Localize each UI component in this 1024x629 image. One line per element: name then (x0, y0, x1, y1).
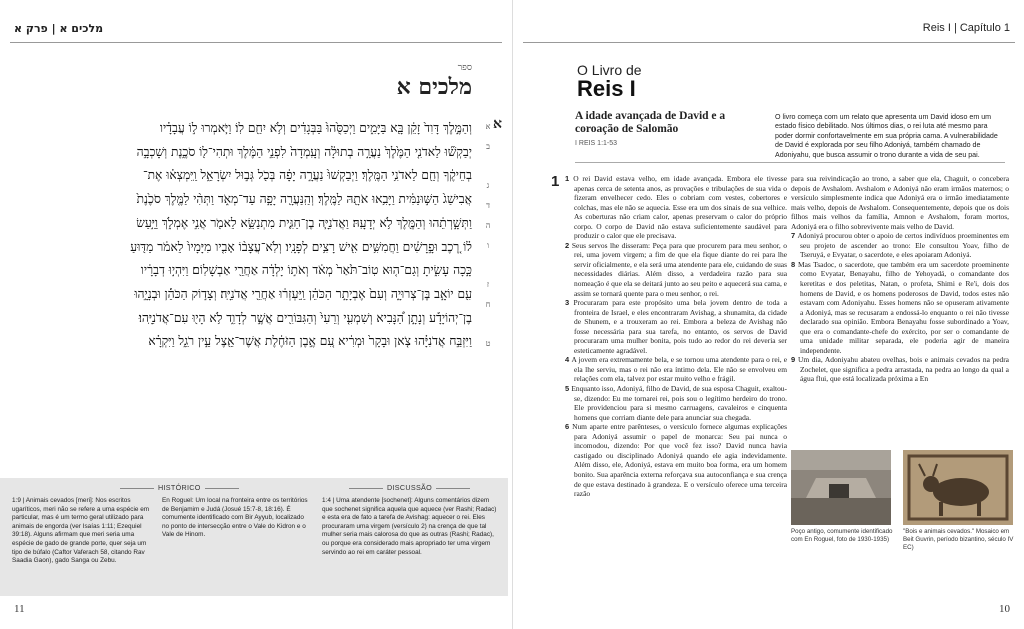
hebrew-line: בֶן־יְהוֹיָדָ֡ע וְנָתָ֣ן הַ֠נָּבִיא וְשִׁמְעִ֤י וְרֵעִי֙ וְהַגִּבּוֹרִ֖ים אֲשֶׁ֣ר לְדָוִ֑ד לֹ֥א הָי֖וּ עִם־אֲדֹנִיָּֽהוּ׃ (138, 310, 472, 325)
verse-marker: ז (486, 280, 490, 289)
section-intro (575, 110, 759, 147)
verse-marker: ב (486, 141, 490, 151)
verse-marker: א (485, 122, 491, 131)
hebrew-line: כָּ֣כָה עָשִׂ֑יתָ וְגַם־ה֤וּא טֽוֹב־תֹּ֙אַר֙ מְאֹ֔ד וְאֹת֣וֹ יָלְדָ֔ה אַחֲרֵ֖י אַבְשָׁלֽוֹם׃ וַיִּהְי֣וּ דְבָרָ֔יו (140, 263, 472, 278)
verse-marker (476, 255, 500, 275)
section-separator (575, 162, 1005, 163)
verse-text: Seus servos lhe disseram: Peça para que procurem para meu senhor, o rei, uma jovem virgem; a fim de que ela fique diante do rei para lhe servir oficialmente, e ela será uma atendente para ele, cuidando de suas necessidades diárias. Além disso, a verdadeira razão para sua nomeação é que ela se deitará junto ao seu peito e aquecerá sua cama, e assim se tornará quente para o meu senhor, o rei. (571, 240, 787, 298)
verse-paragraph (565, 422, 787, 498)
hebrew-line: יְבַקְשׁ֞וּ לַאדֹנִ֤י הַמֶּ֙לֶךְ֙ נַעֲרָ֣ה בְתוּלָ֔ה וְעָֽמְדָה֙ לִפְנֵ֣י הַמֶּ֔לֶךְ וּתְהִי־ל֖וֹ סֹכֶ֑נֶת וְשָׁכְבָ֣ה (136, 144, 472, 159)
verse-paragraph (565, 384, 787, 422)
section-heading: A idade avançada de David e a coroação de Salomão (575, 110, 726, 135)
verse-text: Adoniyá procurou obter o apoio de certos indivíduos proeminentes em seu projeto de ascender ao trono: Ele consultou Yoav, filho de Tseruyá, e Evyatar, o sacerdote, e eles apoiaram Adoniyá. (797, 231, 1009, 260)
note-en-roguel: En Roguel: Um local na fronteira entre os territórios de Benjamim e Judá (Josué 15:7-8, 18:16). É comumente identificado com Bir Ayyub, localizado no ponto de intersecção entre o Vale do Kidron e o Vale de Hinom. (162, 497, 308, 539)
text-column-2 (791, 174, 1009, 442)
running-header-hebrew: מלכים א | פרק א (14, 22, 104, 35)
header-rule (10, 42, 502, 43)
verse-paragraph (791, 355, 1009, 384)
verse-number: 5 (565, 384, 572, 394)
verse-paragraph (791, 260, 1009, 355)
hebrew-line: וַיִּזְבַּ֣ח אֲדֹנִיָּ֗הוּ צֹ֤אן וּבָקָר֙ וּמְרִ֔יא עִ֚ם אֶ֣בֶן הַזֹּחֶ֔לֶת אֲשֶׁר־אֵ֖צֶל עֵ֣ין רֹגֵ֑ל וַיִּקְרָ֗א (148, 334, 472, 349)
verse-text: Mas Tsadoc, o sacerdote, que também era um sacerdote proeminente como Evyatar, Benayahu, filho de Yehoyadá, o comandante dos keretitas e dos peletitas, Natan, o profeta, Shimi e Re'i, dois dos homens de David, e os homens poderosos de David, todos estes não estavam com Adoniyahu. Esses homens não se opuseram ativamente a Adoniyá, mas se recusaram a endossá-lo enquanto o rei não tivesse declarado sua opinião. Embora Benayahu fosse subordinado a Yoav, que era o comandante-chefe do exército, por ser o comandante de uma unidade militar separada, ele poderia agir de maneira independente. (798, 259, 1009, 355)
verse-paragraph (791, 231, 1009, 260)
notes-box (0, 478, 508, 596)
mosaic-caption: "Bois e animais cevados." Mosaico em Beit Guvrin, período bizantino, século IV EC) (903, 528, 1014, 551)
verse-marker: ט (485, 339, 491, 349)
verse-number: 6 (565, 422, 573, 432)
verse-paragraph (565, 174, 787, 241)
hebrew-line: עִ֖ם יוֹאָ֣ב בֶּן־צְרוּיָ֑ה וְעִם֙ אֶבְיָתָ֣ר הַכֹּהֵ֔ן וַֽיַּעְזְר֔וּ אַחֲרֵ֖י אֲדֹנִיָּֽה׃ וְצָד֣וֹק הַכֹּהֵ֡ן וּבְנָיָ֣הוּ (134, 286, 472, 301)
hebrew-line: בְחֵיקֶ֔ךָ וְחַ֖ם לַאדֹנִ֥י הַמֶּֽלֶךְ׃ וַיְבַקְשׁוּ֙ נַעֲרָ֣ה יָפָ֔ה בְּכֹ֖ל גְּב֣וּל יִשְׂרָאֵ֑ל וַֽיִּמְצְא֗וּ אֶת־ (142, 168, 472, 183)
hebrew-book-title: מלכים א (396, 74, 472, 100)
verse-paragraph (791, 174, 1009, 231)
section-ref: I REIS 1:1-53 (575, 140, 618, 147)
chapter-letter: א (493, 116, 502, 132)
verse-markers (476, 117, 500, 354)
verse-text: A jovem era extremamente bela, e se tornou uma atendente para o rei, e ela lhe serviu, mas o rei não era íntimo dela. Ele não se envolveu em relações com ela, talvez por estar muito velho e frágil. (571, 355, 787, 384)
hebrew-text (52, 117, 472, 354)
hebrew-line: ל֗וֹ רֶ֚כֶב וּפָ֣רָשִׁ֔ים וַחֲמִשִּׁ֥ים אִ֖ישׁ רָצִ֥ים לְפָנָֽיו׃ וְלֹֽא־עֲצָב֨וֹ אָבִ֤יו מִיָּמָיו֙ לֵאמֹ֔ר מַדּ֖וּעַ (130, 239, 472, 254)
hebrew-line: וְהַמֶּ֣לֶךְ דָּוִד֙ זָקֵ֔ן בָּ֖א בַּיָּמִ֑ים וַיְכַסֻּ֙הוּ֙ בַּבְּגָדִ֔ים וְלֹ֥א יִחַ֖ם לֽוֹ׃ וַיֹּ֧אמְרוּ ל֣וֹ עֲבָדָ֗יו (159, 121, 472, 135)
verse-marker: ה (485, 220, 491, 230)
hebrew-line: וַתְּשָׁ֣רְתֵ֔הוּ וְהַמֶּ֖לֶךְ לֹ֥א יְדָעָֽהּ׃ וַאֲדֹנִיָּ֧ה בֶן־חַגִּ֛ית מִתְנַשֵּׂ֥א לֵאמֹ֖ר אֲנִ֣י אֶמְלֹ֑ךְ וַיַּ֣עַשׂ (136, 215, 472, 230)
verse-text: Um dia, Adoniyahu abateu ovelhas, bois e animais cevados na pedra Zochelet, que significa a pedra arrastada, na pedra ao longo da qual a água flui, que está localizada próxima a En (798, 355, 1009, 384)
verse-text: Num aparte entre parênteses, o versículo fornece algumas explicações para Adoniyá assumir o papel de monarca: Seu pai nunca o incomodou, dizendo: Por que você fez isso? David nunca havia castigado ou disciplinado Adoniyá quando ele agia indevidamente. Além disso, ele, Adoniyá, estava em muito boa forma, era um homem bonito. Sua aparência externa reforçava sua autoconfiança e sua crença de que estava destinado à grandeza. E o versículo oferece uma terceira razão (572, 422, 787, 499)
discussao-title: DISCUSSÃO (345, 484, 474, 493)
verse-marker (476, 315, 500, 335)
verse-number: 8 (791, 259, 798, 269)
book-title: Reis I (577, 76, 636, 101)
historico-title: HISTÓRICO (116, 484, 243, 493)
chapter-number: 1 (551, 173, 560, 190)
verse-marker: ד (486, 201, 490, 210)
intro-text: O livro começa com um relato que apresenta um David idoso em um estado físico debilitado. Nos últimos dias, o rei luta até mesmo para poder dormir confortavelmente em sua própria cama. A vulnerabilidade de David é explorada por seu filho Adoniyá, também chamado de Adoniyahu, que busca assumir o trono durante a vida de seu pai. (775, 113, 998, 159)
verse-text: O rei David estava velho, em idade avançada. Embora ele tivesse apenas cerca de setenta anos, as provações e tribulações de sua vida o fizeram envelhecer cedo. Eles o cobriam com vestes, cobertores e colchas, mas ele não se aquecia. Esse era um dos sinais de sua velhice. As coberturas não criam calor, apenas preservam o calor do próprio corpo. O corpo de David não estava suficientemente saudável para produzir o calor que ele precisava. (573, 174, 787, 241)
hebrew-line: אֲבִישַׁג֙ הַשּׁ֣וּנַמִּ֔ית וַיָּבִ֥אוּ אֹתָ֖הּ לַמֶּֽלֶךְ׃ וְהַֽנַּעֲרָ֖ה יָפָ֣ה עַד־מְאֹ֑ד וַתְּהִ֨י לַמֶּ֤לֶךְ סֹכֶ֙נֶת֙ (136, 192, 472, 207)
note-sochenet: 1:4 | Uma atendente [sochenet]: Alguns comentários dizem que sochenet significa aquela que aquece (ver Rashi; Radac) e esta era de fato a tarefa de Avishag: aquecer o rei. Eles procuraram uma virgem (versículo 2) na crença de que tal mulher seria mais calorosa do que as outras (Rashi; Radac), ou porque era considerado mais apropriado ter uma virgem servindo ao rei em caráter pessoal. (322, 497, 497, 556)
verse-paragraph (565, 355, 787, 384)
verse-marker: ח (485, 299, 491, 309)
verse-marker: ג (486, 181, 490, 191)
page-number-right: 10 (999, 603, 1010, 615)
verse-number: 9 (791, 355, 798, 365)
right-page (512, 0, 1024, 629)
verse-number: 1 (565, 174, 574, 183)
well-photo (791, 450, 891, 525)
verse-text: para sua reivindicação ao trono, a saber que ela, Chaguit, o concebera depois de Avshalom. Avshalom e Adoniyá não eram irmãos maternos; o versículo simplesmente indica que Adoniyá era o irmão imediatamente mais velho, depois de Avshalom. Consequentemente, depois que os dois filhos mais velhos da família, Amnon e Avshalom, foram mortos, Adoniyá era o filho sobrevivente mais velho de David. (791, 174, 1009, 231)
well-photo-image (791, 450, 891, 525)
mosaic-photo-image (903, 450, 1013, 525)
verse-marker: ו (486, 240, 490, 250)
verse-paragraph (565, 241, 787, 298)
running-header: Reis I | Capítulo 1 (922, 22, 1010, 34)
verse-number: 2 (565, 240, 572, 250)
verse-paragraph (565, 298, 787, 355)
verse-marker (476, 157, 500, 177)
verse-number: 3 (565, 298, 574, 308)
book-title-small: O Livro de (577, 62, 642, 78)
verse-text: Enquanto isso, Adoniyá, filho de David, de sua esposa Chaguit, exaltou-se, dizendo: Eu me tornarei rei, pois sou o legítimo herdeiro do trono. Ele providenciou para si mesmo carruagens, cavaleiros e cinquenta homens que corriam diante dele para anunciar sua chegada. (571, 384, 787, 422)
note-animais-cevados: 1:9 | Animais cevados [meri]: Nos escritos ugaríticos, meri não se refere a uma espécie em particular, mas é um termo geral utilizado para animais de engorda (ver Isaías 1:11; Ezequiel 39:18). Alguns afirmam que meri seria uma espécie de gado de grande porte, quer seja um tipo de búfalo (Caftor Vaferach 58, citando Rav Saadia Gaon), gado Sanga ou Zebu. (12, 497, 150, 565)
mosaic-photo (903, 450, 1013, 525)
verse-text: Procuraram para este propósito uma bela jovem dentro de toda a fronteira de Israel, e eles encontraram Avishag, a shunamita, da cidade de Shunem, e a trouxeram ao rei. Embora a beleza de Avishag não fosse necessária para sua tarefa, no entanto, os servos de David procuraram uma mulher bonita, pois tudo ao redor do rei deveria ser esteticamente agradável. (573, 298, 787, 355)
text-column-1 (565, 174, 787, 499)
header-rule (523, 42, 1015, 43)
verse-number: 7 (791, 231, 798, 241)
verse-number: 4 (565, 355, 572, 365)
sefer-label: ספר (457, 63, 472, 73)
page-number-left: 11 (14, 603, 25, 615)
well-caption: Poço antigo, comumente identificado com En Roguel, foto de 1930-1935) (791, 528, 893, 543)
